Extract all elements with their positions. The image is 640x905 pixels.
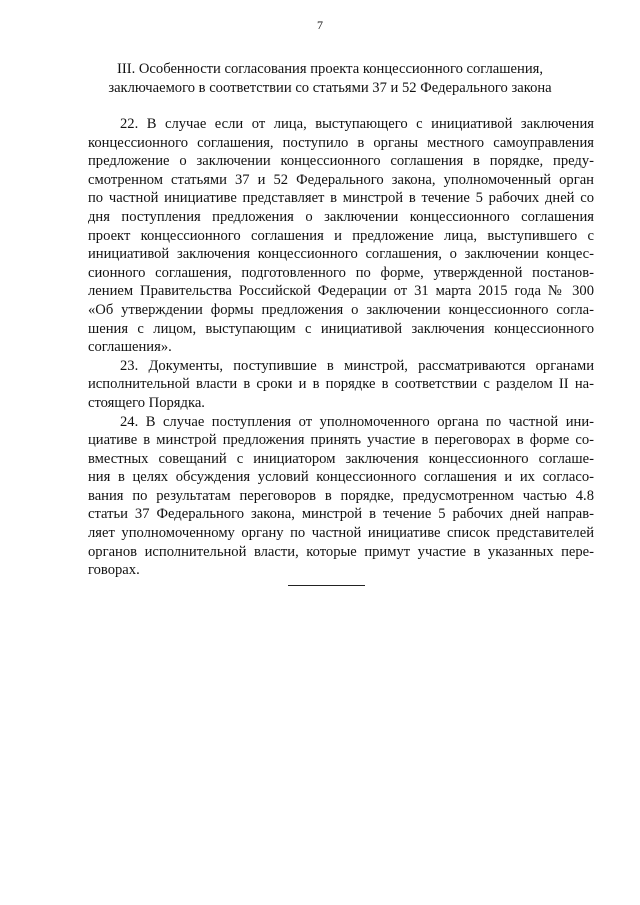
text-line: вания по результатам переговоров в порядке, предусмотренном частью 4.8 [88, 487, 594, 504]
text-line: проект концессионного соглашения и предложение лица, выступившего с [88, 227, 594, 244]
text-line: инициативой заключения концессионного соглашения, о заключении концес- [88, 246, 594, 263]
text-line: «Об утверждении формы предложения о заключении концессионного согла- [88, 301, 594, 318]
text-line: статьи 37 Федерального закона, минстрой в течение 5 рабочих дней направ- [88, 506, 594, 523]
paragraph-24 [88, 413, 594, 580]
paragraph-22 [88, 115, 594, 357]
section-title [78, 60, 582, 98]
text-line: дня поступления предложения о заключении концессионного соглашения [88, 208, 594, 225]
text-line: 23. Документы, поступившие в минстрой, рассматриваются органами [120, 357, 594, 374]
text-line: лением Правительства Российской Федерации от 31 марта 2015 года № 300 [88, 283, 594, 300]
text-line: ляет уполномоченному органу по частной инициативе список представителей [88, 525, 594, 542]
end-divider [288, 585, 365, 586]
text-line: органов исполнительной власти, которые примут участие в указанных пере- [88, 543, 594, 560]
text-line: шения с лицом, выступающим с инициативой заключения концессионного [88, 320, 594, 337]
paragraph-23 [88, 357, 594, 413]
page-number: 7 [317, 18, 323, 32]
text-line: говорах. [88, 562, 140, 579]
text-line: стоящего Порядка. [88, 394, 205, 411]
text-line: сионного соглашения, подготовленного по форме, утвержденной постанов- [88, 264, 594, 281]
text-line: предложение о заключении концессионного соглашения в порядке, преду- [88, 153, 594, 170]
text-line: циативе в минстрой предложения принять участие в переговорах в форме со- [88, 432, 594, 449]
text-line: ния в целях обсуждения условий концессионного соглашения и их согласо- [88, 469, 594, 486]
section-title-line: заключаемого в соответствии со статьями 37 и 52 Федерального закона [108, 80, 552, 96]
section-title-line: III. Особенности согласования проекта концессионного соглашения, [117, 61, 543, 77]
text-line: концессионного соглашения, поступило в органы местного самоуправления [88, 134, 594, 151]
text-line: соглашения». [88, 339, 172, 356]
text-line: по частной инициативе представляет в минстрой в течение 5 рабочих дней со [88, 190, 594, 207]
text-line: исполнительной власти в сроки и в порядке в соответствии с разделом II на- [88, 376, 594, 393]
text-line: смотренном статьями 37 и 52 Федерального закона, уполномоченный орган [88, 171, 594, 188]
text-line: вместных совещаний с инициатором заключения концессионного соглаше- [88, 450, 594, 467]
document-body [88, 115, 594, 580]
text-line: 24. В случае поступления от уполномоченного органа по частной ини- [120, 413, 594, 430]
text-line: 22. В случае если от лица, выступающего с инициативой заключения [120, 116, 594, 132]
